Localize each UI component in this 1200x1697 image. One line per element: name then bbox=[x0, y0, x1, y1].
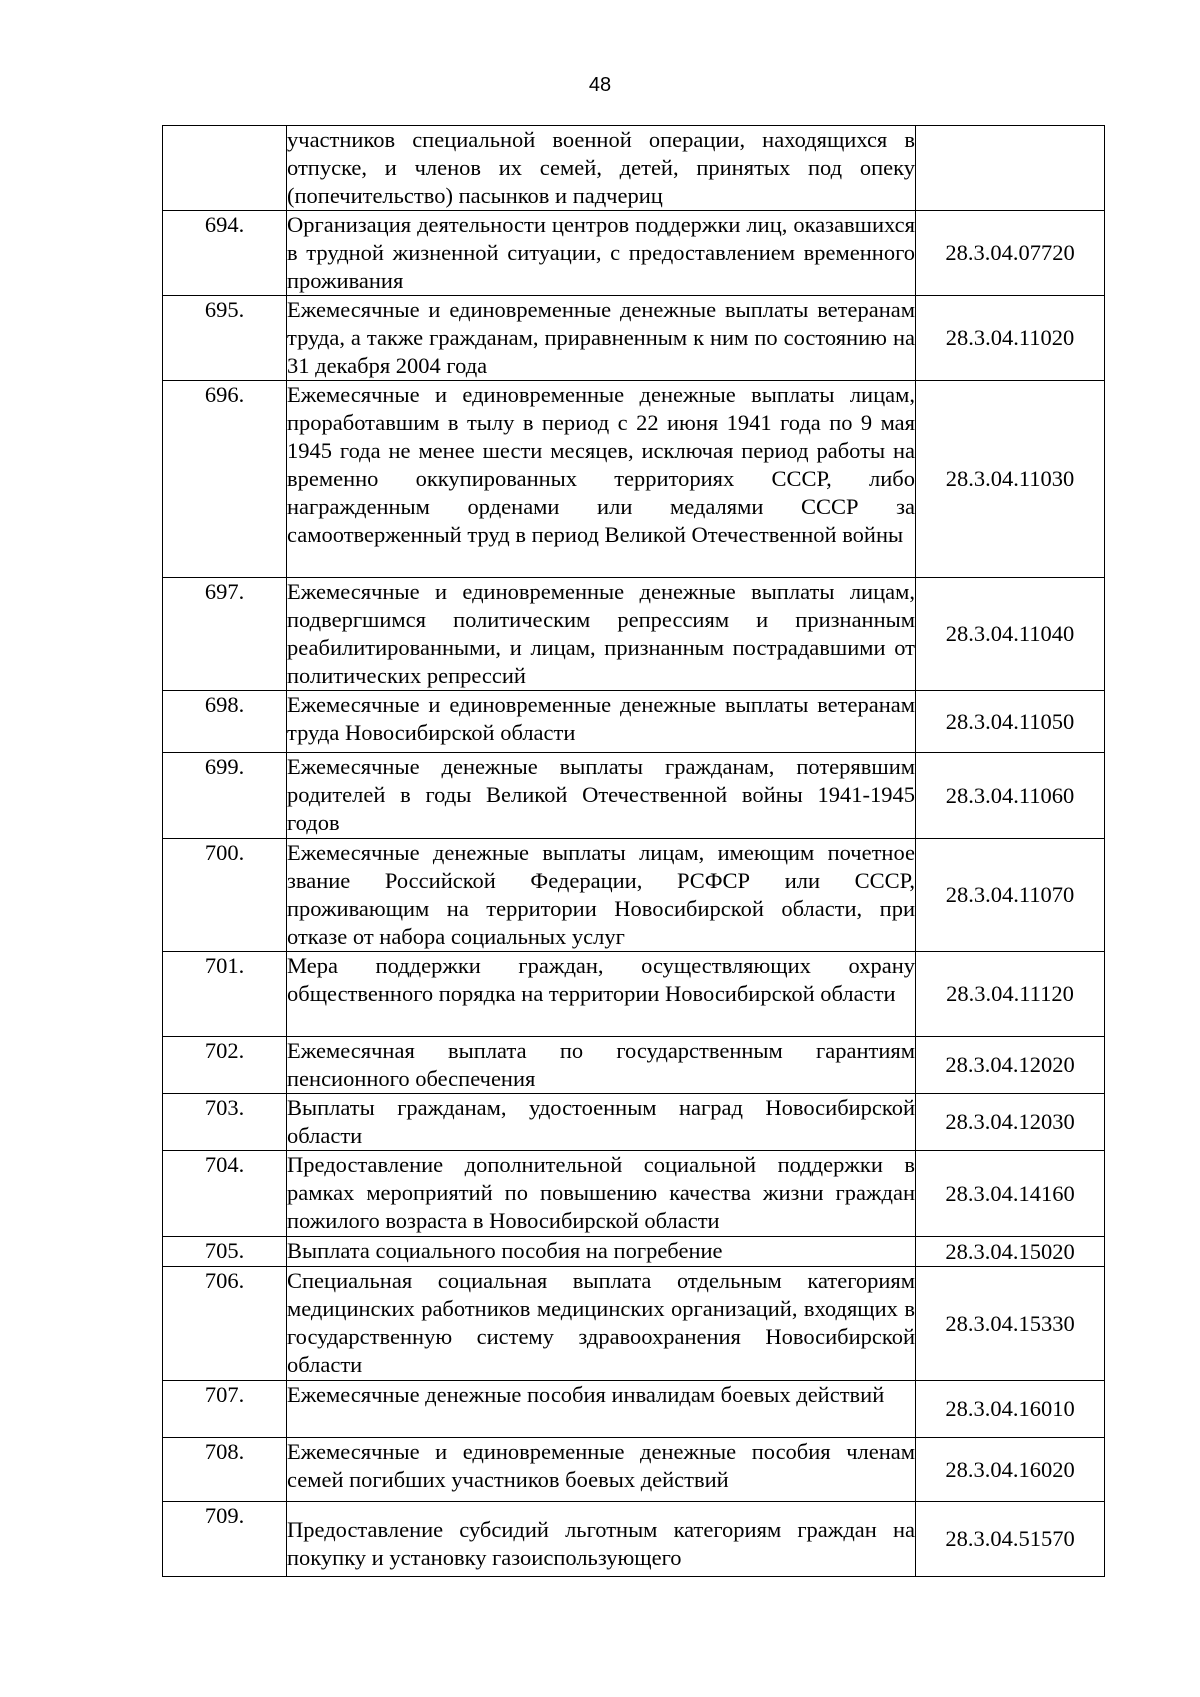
row-number: 699. bbox=[163, 753, 287, 839]
table-row bbox=[163, 839, 1105, 952]
row-description: Ежемесячные и единовременные денежные пособия членам семей погибших участников боевых действий bbox=[287, 1438, 916, 1502]
row-code: 28.3.04.16020 bbox=[916, 1438, 1105, 1502]
table-row bbox=[163, 1381, 1105, 1438]
row-description: Ежемесячные и единовременные денежные выплаты ветеранам труда Новосибирской области bbox=[287, 691, 916, 753]
row-number: 702. bbox=[163, 1037, 287, 1094]
row-description: участников специальной военной операции, находящихся в отпуске, и членов их семей, детей, принятых под опеку (попечительство) пасынков и падчериц bbox=[287, 126, 916, 211]
page-number: 48 bbox=[588, 74, 612, 96]
table-row bbox=[163, 1037, 1105, 1094]
row-code: 28.3.04.15020 bbox=[916, 1237, 1105, 1267]
row-description: Организация деятельности центров поддержки лиц, оказавшихся в трудной жизненной ситуации, с предоставлением временного проживания bbox=[287, 211, 916, 296]
row-description: Ежемесячные денежные выплаты лицам, имеющим почетное звание Российской Федерации, РСФСР или СССР, проживающим на территории Новосибирской области, при отказе от набора социальных услуг bbox=[287, 839, 916, 952]
table-row bbox=[163, 211, 1105, 296]
table-row bbox=[163, 1438, 1105, 1502]
row-number: 709. bbox=[163, 1502, 287, 1577]
row-description: Предоставление субсидий льготным категориям граждан на покупку и установку газоиспользующего bbox=[287, 1502, 916, 1577]
row-description: Выплаты гражданам, удостоенным наград Новосибирской области bbox=[287, 1094, 916, 1151]
table-row bbox=[163, 296, 1105, 381]
row-description: Ежемесячные и единовременные денежные выплаты лицам, проработавшим в тылу в период с 22 июня 1941 года по 9 мая 1945 года не менее шести месяцев, исключая период работы на временно оккупированных территориях СССР, либо награжденным орденами или медалями СССР за самоотверженный труд в период Великой Отечественной войны bbox=[287, 381, 916, 578]
table-row bbox=[163, 1237, 1105, 1267]
row-number: 707. bbox=[163, 1381, 287, 1438]
row-number: 698. bbox=[163, 691, 287, 753]
row-number bbox=[163, 126, 287, 211]
row-code: 28.3.04.11070 bbox=[916, 839, 1105, 952]
row-description: Ежемесячные и единовременные денежные выплаты ветеранам труда, а также гражданам, приравненным к ним по состоянию на 31 декабря 2004 года bbox=[287, 296, 916, 381]
row-code: 28.3.04.11050 bbox=[916, 691, 1105, 753]
row-number: 705. bbox=[163, 1237, 287, 1267]
table-row bbox=[163, 578, 1105, 691]
row-code: 28.3.04.11030 bbox=[916, 381, 1105, 578]
row-code: 28.3.04.12030 bbox=[916, 1094, 1105, 1151]
row-code: 28.3.04.14160 bbox=[916, 1151, 1105, 1237]
row-number: 697. bbox=[163, 578, 287, 691]
row-code: 28.3.04.16010 bbox=[916, 1381, 1105, 1438]
table-row bbox=[163, 1267, 1105, 1381]
row-number: 696. bbox=[163, 381, 287, 578]
table-row bbox=[163, 381, 1105, 578]
row-code: 28.3.04.11060 bbox=[916, 753, 1105, 839]
row-description: Предоставление дополнительной социальной поддержки в рамках мероприятий по повышению качества жизни граждан пожилого возраста в Новосибирской области bbox=[287, 1151, 916, 1237]
row-number: 694. bbox=[163, 211, 287, 296]
row-code: 28.3.04.11020 bbox=[916, 296, 1105, 381]
row-number: 708. bbox=[163, 1438, 287, 1502]
row-code bbox=[916, 126, 1105, 211]
classification-table bbox=[162, 125, 1105, 1577]
row-number: 703. bbox=[163, 1094, 287, 1151]
row-description: Ежемесячные денежные выплаты гражданам, потерявшим родителей в годы Великой Отечественной войны 1941-1945 годов bbox=[287, 753, 916, 839]
table-row bbox=[163, 753, 1105, 839]
table-row bbox=[163, 952, 1105, 1037]
row-code: 28.3.04.51570 bbox=[916, 1502, 1105, 1577]
row-description: Специальная социальная выплата отдельным категориям медицинских работников медицинских организаций, входящих в государственную систему здравоохранения Новосибирской области bbox=[287, 1267, 916, 1381]
table-row bbox=[163, 1502, 1105, 1577]
row-description: Ежемесячные и единовременные денежные выплаты лицам, подвергшимся политическим репрессиям и признанным реабилитированными, и лицам, признанным пострадавшими от политических репрессий bbox=[287, 578, 916, 691]
row-code: 28.3.04.12020 bbox=[916, 1037, 1105, 1094]
row-number: 700. bbox=[163, 839, 287, 952]
table-row bbox=[163, 1094, 1105, 1151]
row-code: 28.3.04.11040 bbox=[916, 578, 1105, 691]
row-code: 28.3.04.11120 bbox=[916, 952, 1105, 1037]
table-row bbox=[163, 126, 1105, 211]
row-description: Ежемесячные денежные пособия инвалидам боевых действий bbox=[287, 1381, 916, 1438]
row-number: 701. bbox=[163, 952, 287, 1037]
table-row bbox=[163, 1151, 1105, 1237]
row-number: 706. bbox=[163, 1267, 287, 1381]
row-description: Выплата социального пособия на погребение bbox=[287, 1237, 916, 1267]
row-code: 28.3.04.07720 bbox=[916, 211, 1105, 296]
row-number: 695. bbox=[163, 296, 287, 381]
row-description: Ежемесячная выплата по государственным гарантиям пенсионного обеспечения bbox=[287, 1037, 916, 1094]
row-description: Мера поддержки граждан, осуществляющих охрану общественного порядка на территории Новосибирской области bbox=[287, 952, 916, 1037]
table-row bbox=[163, 691, 1105, 753]
row-code: 28.3.04.15330 bbox=[916, 1267, 1105, 1381]
row-number: 704. bbox=[163, 1151, 287, 1237]
